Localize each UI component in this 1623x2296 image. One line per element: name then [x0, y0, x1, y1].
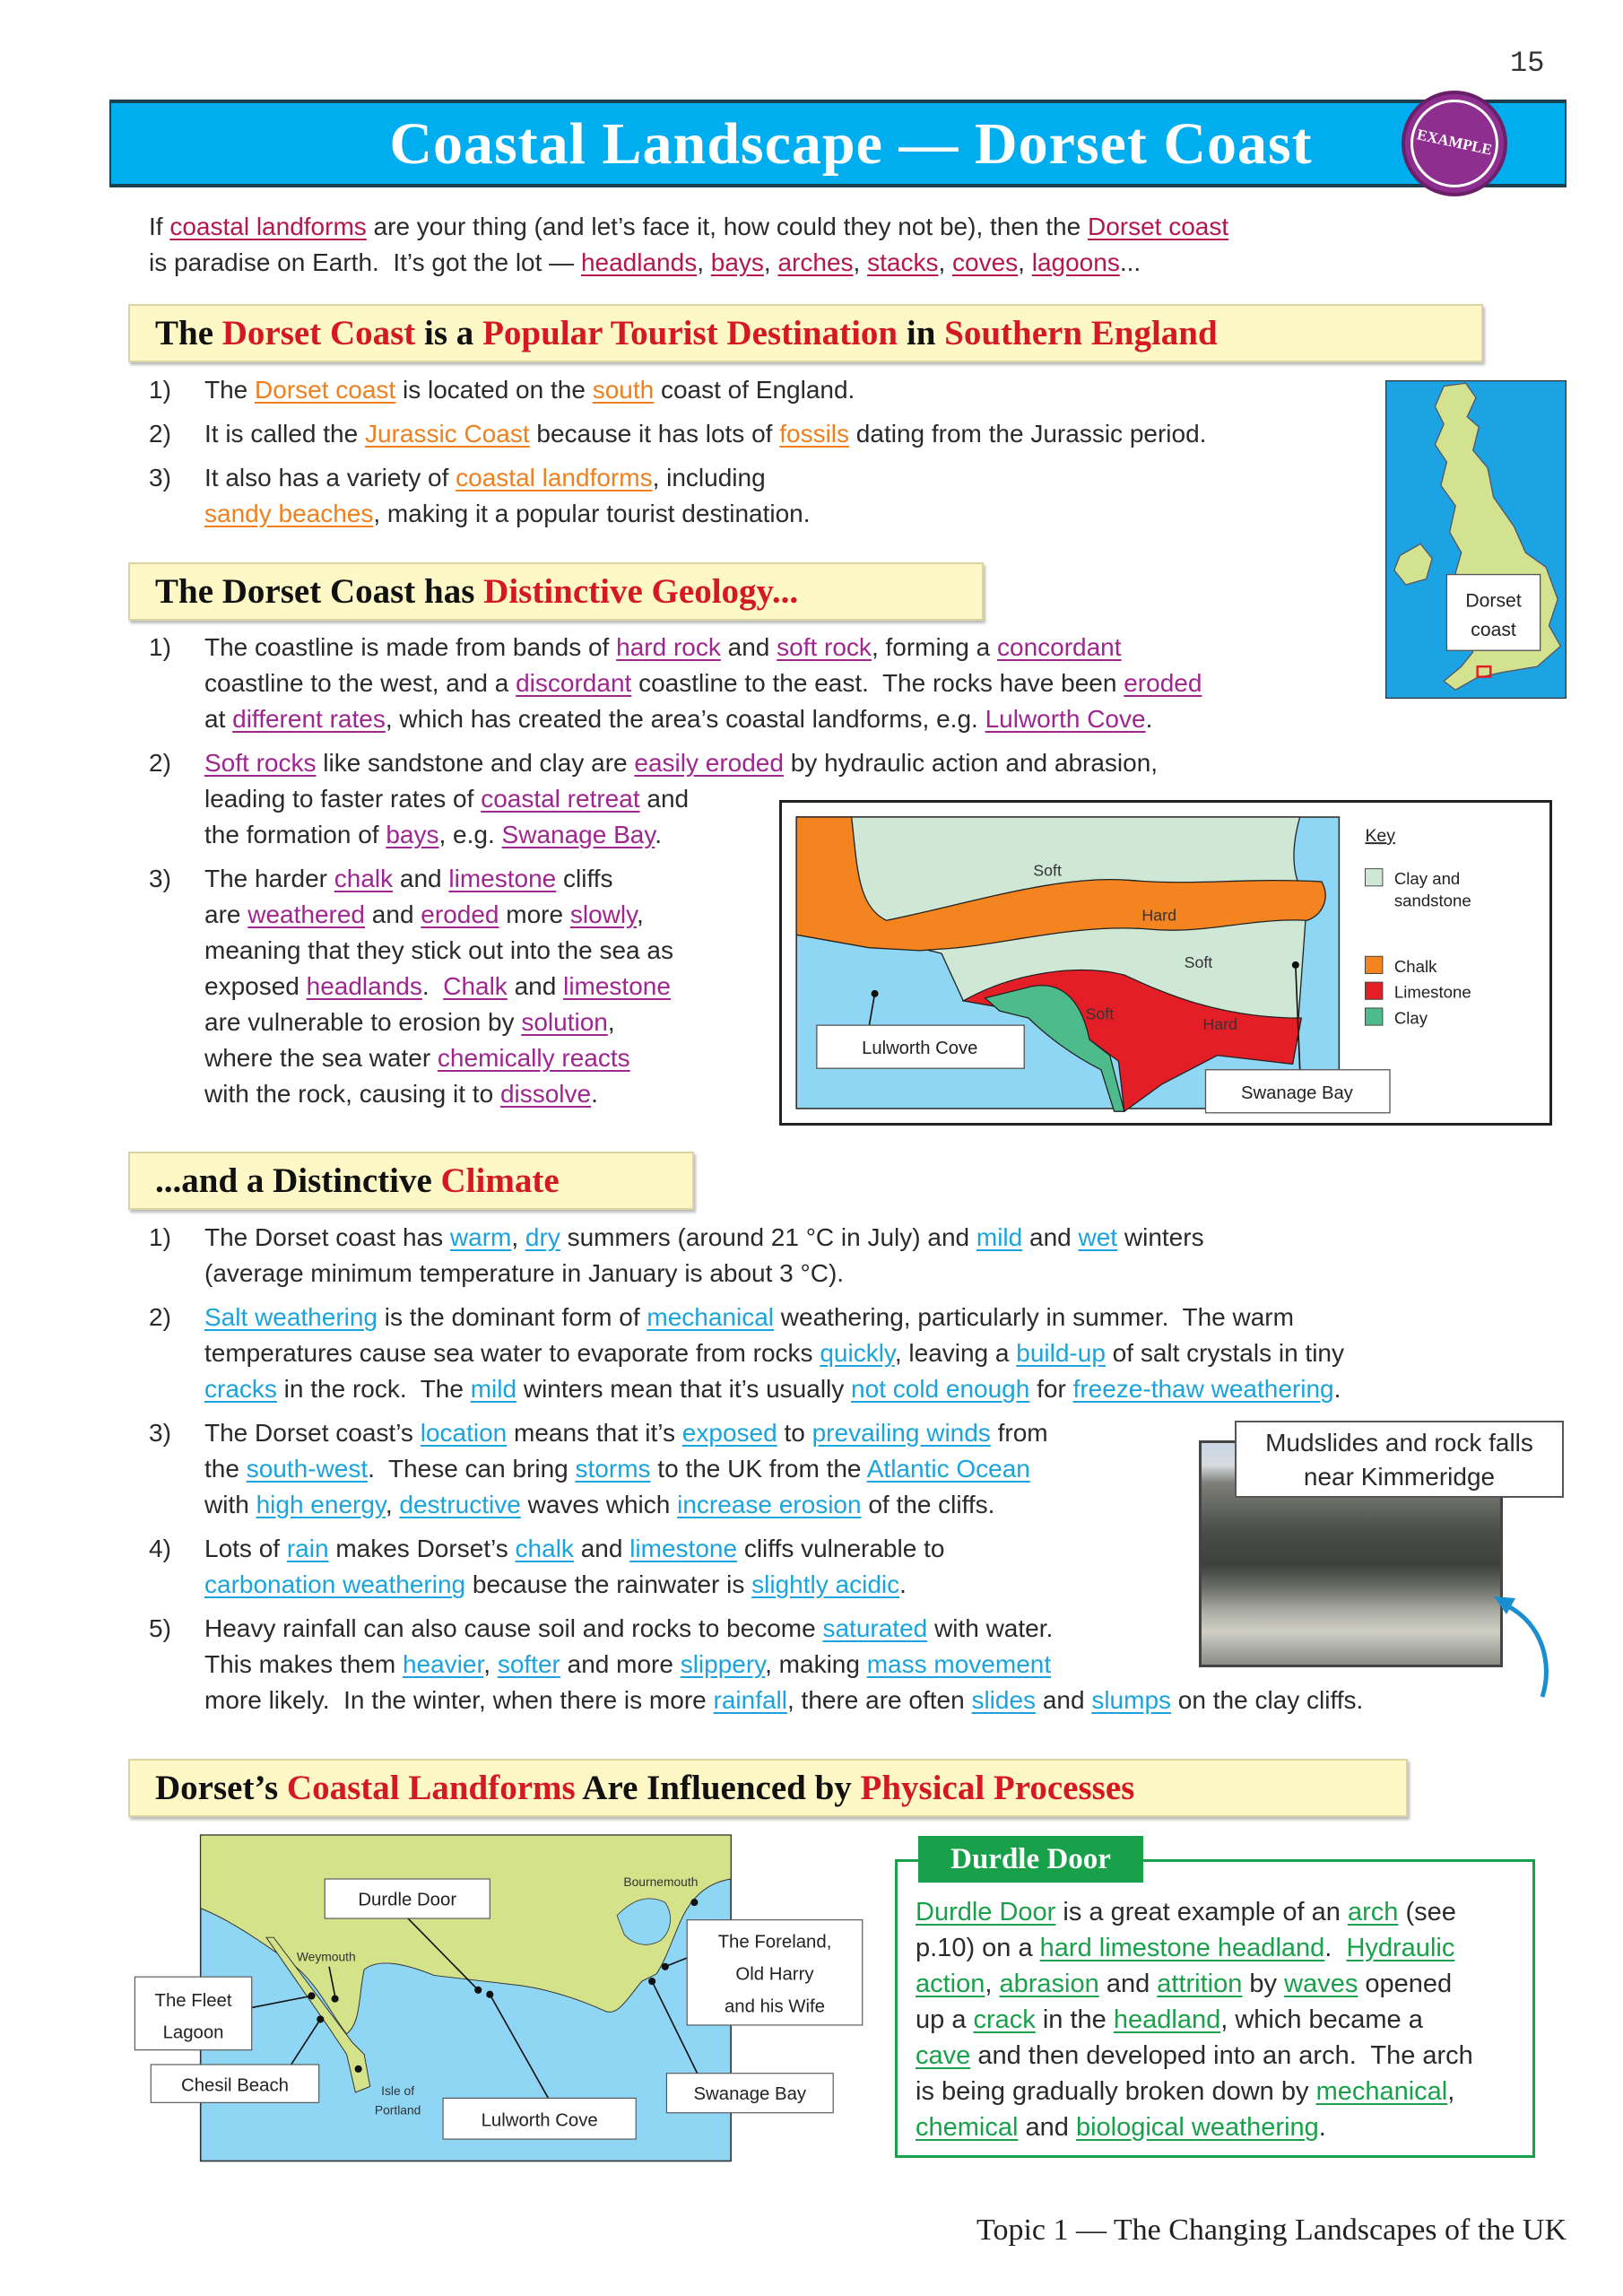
- text-run: in: [898, 314, 945, 352]
- key-term: Physical Processes: [860, 1769, 1135, 1807]
- badge-label: EXAMPLE: [1415, 126, 1494, 159]
- text-run: and: [1036, 1686, 1092, 1714]
- text-run: , making: [765, 1650, 867, 1678]
- list-text: [204, 861, 673, 1112]
- key-term: mild: [976, 1223, 1023, 1251]
- key-term: Coastal Landforms: [286, 1769, 576, 1807]
- key-term: hard limestone headland: [1039, 1934, 1325, 1962]
- key-term: Salt weathering: [204, 1303, 378, 1331]
- key-term: abrasion: [999, 1970, 1099, 1998]
- text-run: ,: [1447, 2077, 1455, 2106]
- section-heading-geology: [128, 562, 984, 621]
- list-text: [204, 1415, 1048, 1523]
- key-swatch: [1365, 956, 1382, 973]
- key-term: limestone: [563, 972, 671, 1000]
- key-term: rainfall: [713, 1686, 787, 1714]
- text-run: (see p.10) on a: [916, 1898, 1456, 1962]
- foreland-label-3: and his Wife: [724, 1996, 826, 2017]
- list-text: [204, 1220, 1204, 1292]
- foreland-dot: [662, 1963, 669, 1970]
- durdle-door-label: Durdle Door: [358, 1890, 457, 1910]
- key-term: crack: [973, 2005, 1036, 2034]
- geology-diagram: [779, 800, 1552, 1126]
- text-run: is a: [415, 314, 483, 352]
- list-item: [149, 416, 1206, 452]
- key-swatch: [1365, 982, 1382, 999]
- list-item: [149, 1531, 1363, 1603]
- text-run: ...: [1119, 248, 1141, 276]
- text-run: The coastline is made from bands of: [204, 633, 617, 661]
- key-term: Dorset coast: [1087, 213, 1229, 240]
- text-run: coastline to the west, and a: [204, 669, 509, 697]
- text-run: in the: [1035, 2005, 1114, 2034]
- key-legend: [1365, 869, 1471, 1028]
- list-item: [149, 1220, 1363, 1292]
- key-term: Dorset Coast: [221, 314, 416, 352]
- text-run: ,: [385, 1491, 400, 1518]
- key-term: softer: [497, 1650, 560, 1678]
- key-label: Limestone: [1393, 982, 1471, 1002]
- text-run: .: [1333, 1375, 1341, 1403]
- key-term: action: [916, 1970, 985, 1998]
- key-term: Distinctive Geology...: [483, 572, 799, 611]
- text-run: ,: [985, 1970, 1000, 1998]
- list-text: [204, 1611, 1363, 1718]
- swanage-label: Swanage Bay: [693, 2084, 807, 2105]
- photo-caption-text: Mudslides and rock falls near Kimmeridge: [1265, 1429, 1533, 1491]
- text-run: and the formation of: [204, 785, 690, 848]
- list-text: [204, 1531, 944, 1603]
- text-run: is located on the: [395, 376, 593, 404]
- text-run: .: [1324, 1934, 1347, 1962]
- list-item: [149, 372, 1206, 408]
- text-run: Heavy rainfall can also cause soil and rocks to become: [204, 1614, 823, 1642]
- arrow-shaft: [1506, 1605, 1546, 1697]
- key-term: Lulworth Cove: [985, 705, 1146, 733]
- text-run: winters (average minimum temperature in January is about 3 °C).: [204, 1223, 1204, 1287]
- intro-text: [149, 209, 1228, 281]
- list-number: 3): [149, 1419, 171, 1447]
- uk-location-map: [1385, 380, 1567, 699]
- text-run: are your thing (and let’s face it, how could they not be), then the: [366, 213, 1088, 240]
- photo-caption: [1235, 1421, 1564, 1498]
- list-number: 2): [149, 420, 171, 448]
- key-label: sandstone: [1393, 891, 1471, 910]
- list-number: 5): [149, 1614, 171, 1642]
- label-hard: Hard: [1202, 1015, 1237, 1033]
- text-run: by: [1242, 1970, 1285, 1998]
- label-hard: Hard: [1141, 906, 1176, 925]
- text-run: It is called the: [204, 420, 365, 448]
- text-run: is a great example of an: [1055, 1898, 1348, 1926]
- fleet-label-1: The Fleet: [154, 1990, 232, 2011]
- foreland-label-2: Old Harry: [735, 1964, 814, 1985]
- key-term: arch: [1347, 1898, 1399, 1926]
- key-term: stacks: [867, 248, 939, 276]
- text-run: .: [1145, 705, 1153, 733]
- key-term: Atlantic Ocean: [866, 1455, 1030, 1483]
- list-number: 1): [149, 633, 171, 661]
- list-text: [204, 372, 855, 408]
- text-run: like sandstone and clay are: [316, 749, 635, 777]
- list-number: 3): [149, 464, 171, 491]
- key-term: slumps: [1091, 1686, 1172, 1714]
- text-run: for: [1029, 1375, 1073, 1403]
- example-badge: [1402, 91, 1507, 196]
- list-number: 1): [149, 376, 171, 404]
- key-term: slides: [971, 1686, 1037, 1714]
- key-term: Climate: [440, 1161, 560, 1200]
- key-term: Soft rocks: [204, 749, 317, 777]
- key-term: easily eroded: [634, 749, 784, 777]
- key-term: carbonation weathering: [204, 1570, 466, 1598]
- label-soft: Soft: [1085, 1004, 1115, 1023]
- list-text: [204, 460, 811, 532]
- key-term: soft rock: [777, 633, 872, 661]
- list-number: 1): [149, 1223, 171, 1251]
- text-run: The Dorset coast’s: [204, 1419, 421, 1447]
- key-term: heavier: [402, 1650, 484, 1678]
- key-term: fossils: [779, 420, 850, 448]
- key-term: high energy: [256, 1491, 386, 1518]
- text-run: , there are often: [786, 1686, 972, 1714]
- text-run: to the UK from the: [650, 1455, 867, 1483]
- text-run: of the cliffs.: [861, 1491, 995, 1518]
- key-term: destructive: [399, 1491, 521, 1518]
- text-run: , which has created the area’s coastal landforms, e.g.: [385, 705, 985, 733]
- text-run: .: [591, 1080, 598, 1108]
- key-term: lagoons: [1031, 248, 1120, 276]
- key-term: waves: [1284, 1970, 1358, 1998]
- text-run: because it has lots of: [529, 420, 780, 448]
- text-run: and: [1098, 1970, 1158, 1998]
- text-run: , e.g.: [438, 821, 502, 848]
- text-run: Lots of: [204, 1535, 287, 1562]
- key-term: eroded: [421, 900, 499, 928]
- portland-label-1: Isle of: [381, 2083, 415, 2099]
- list-item: [149, 630, 1202, 737]
- key-label: Clay and: [1393, 869, 1461, 889]
- text-run: ,: [697, 248, 711, 276]
- text-run: to: [777, 1419, 812, 1447]
- text-run: ,: [763, 248, 778, 276]
- key-term: south-west: [246, 1455, 369, 1483]
- key-term: Southern England: [944, 314, 1218, 352]
- text-run: It also has a variety of: [204, 464, 456, 491]
- text-run: coastline to the east. The rocks have been: [631, 669, 1124, 697]
- weymouth-label: Weymouth: [296, 1949, 356, 1964]
- text-run: The Dorset coast has: [204, 1223, 450, 1251]
- list-number: 3): [149, 865, 171, 892]
- text-run: makes Dorset’s: [328, 1535, 516, 1562]
- foreland-label-1: The Foreland,: [717, 1932, 832, 1952]
- list-item: [149, 460, 1206, 532]
- key-term: rain: [286, 1535, 329, 1562]
- key-term: headland: [1113, 2005, 1221, 2034]
- key-term: coastal retreat: [481, 785, 640, 813]
- text-run: more: [499, 900, 570, 928]
- key-term: mass movement: [866, 1650, 1052, 1678]
- key-term: biological weathering: [1075, 2113, 1319, 2142]
- key-term: south: [592, 376, 655, 404]
- key-term: quickly: [820, 1339, 895, 1367]
- key-term: coastal landforms: [169, 213, 367, 240]
- key-term: slightly acidic: [751, 1570, 900, 1598]
- weymouth-dot: [332, 1996, 339, 2003]
- text-run: ,: [511, 1223, 525, 1251]
- key-term: Chalk: [443, 972, 508, 1000]
- text-run: and: [1022, 1223, 1079, 1251]
- text-run: means that it’s: [507, 1419, 682, 1447]
- text-run: coast of England.: [654, 376, 855, 404]
- list-item: [149, 1300, 1363, 1407]
- text-run: , leaving a: [894, 1339, 1017, 1367]
- key-title: Key: [1365, 827, 1395, 847]
- key-term: dry: [525, 1223, 560, 1251]
- text-run: cliffs are: [204, 865, 613, 928]
- text-run: of salt crystals in tiny: [1112, 1339, 1344, 1367]
- text-run: is the dominant form of: [378, 1303, 647, 1331]
- text-run: , meaning that they stick out into the sea as exposed: [204, 900, 673, 1000]
- text-run: and: [507, 972, 564, 1000]
- list-item: [149, 1415, 1363, 1523]
- key-term: saturated: [822, 1614, 928, 1642]
- key-term: coastal landforms: [456, 464, 653, 491]
- key-term: concordant: [997, 633, 1122, 661]
- text-run: on the clay cliffs.: [1171, 1686, 1364, 1714]
- key-term: different rates: [232, 705, 386, 733]
- dorset-label-line2: coast: [1471, 619, 1516, 640]
- text-run: more likely. In the winter, when there is more: [204, 1686, 707, 1714]
- bournemouth-dot: [690, 1899, 698, 1906]
- key-term: slippery: [680, 1650, 766, 1678]
- key-term: Jurassic Coast: [364, 420, 530, 448]
- text-run: is paradise on Earth. It’s got the lot —: [149, 248, 575, 276]
- list-item: [149, 1611, 1363, 1718]
- climate-list: [149, 1220, 1363, 1726]
- text-run: , which became a: [1220, 2005, 1423, 2034]
- key-term: chemical: [916, 2113, 1019, 2142]
- key-term: headlands: [580, 248, 698, 276]
- label-soft: Soft: [1184, 953, 1213, 972]
- key-term: weathered: [247, 900, 366, 928]
- bournemouth-label: Bournemouth: [623, 1874, 699, 1890]
- page-number: 15: [1510, 47, 1545, 80]
- durdle-door-text: [916, 1894, 1532, 2145]
- key-term: chemically reacts: [437, 1044, 630, 1072]
- list-text: [204, 1300, 1344, 1407]
- lulworth-label: Lulworth Cove: [481, 2110, 598, 2131]
- text-run: The: [155, 314, 222, 352]
- text-run: .: [1318, 2113, 1326, 2142]
- key-term: build-up: [1016, 1339, 1106, 1367]
- key-term: headlands: [306, 972, 422, 1000]
- key-term: Swanage Bay: [501, 821, 655, 848]
- key-term: solution: [521, 1008, 608, 1036]
- key-term: exposed: [681, 1419, 777, 1447]
- key-term: dissolve: [499, 1080, 592, 1108]
- key-swatch: [1365, 869, 1382, 886]
- key-term: chalk: [515, 1535, 574, 1562]
- key-term: arches: [777, 248, 854, 276]
- key-term: prevailing winds: [812, 1419, 991, 1447]
- text-run: . These can bring: [368, 1455, 576, 1483]
- text-run: summers (around 21 °C in July) and: [560, 1223, 976, 1251]
- fleet-label-2: Lagoon: [162, 2022, 224, 2043]
- key-term: mechanical: [647, 1303, 775, 1331]
- key-term: cave: [916, 2041, 971, 2070]
- text-run: dating from the Jurassic period.: [849, 420, 1207, 448]
- geology-map: [782, 803, 1549, 1123]
- key-term: sandy beaches: [204, 500, 374, 527]
- key-term: Hydraulic: [1346, 1934, 1455, 1962]
- lulworth-dot: [872, 990, 879, 997]
- text-run: and: [720, 633, 777, 661]
- text-run: ,: [483, 1650, 498, 1678]
- text-run: are vulnerable to erosion by: [204, 1008, 515, 1036]
- text-run: Dorset’s: [155, 1769, 287, 1807]
- text-run: by hydraulic action and abrasion, leading to faster rates of: [204, 749, 1159, 813]
- section-heading-landforms: [128, 1759, 1408, 1817]
- list-text: [204, 630, 1202, 737]
- arrow-icon: [1480, 1578, 1560, 1704]
- key-label: Chalk: [1393, 956, 1437, 976]
- durdle-door-tab: Durdle Door: [918, 1836, 1143, 1883]
- title-bar: [109, 100, 1567, 187]
- text-run: with the rock, causing it to: [204, 1080, 494, 1108]
- text-run: winters mean that it’s usually: [516, 1375, 852, 1403]
- key-term: chalk: [334, 865, 394, 892]
- text-run: with water. This makes them: [204, 1614, 1054, 1678]
- text-run: Are Influenced by: [575, 1769, 861, 1807]
- page-title: Coastal Landscape — Dorset Coast: [389, 111, 1313, 177]
- key-term: not cold enough: [851, 1375, 1030, 1403]
- key-term: wet: [1078, 1223, 1118, 1251]
- text-run: weathering, particularly in summer. The warm temperatures cause sea water to evaporate from rocks: [204, 1303, 1294, 1367]
- dorset-landforms-map: [132, 1828, 870, 2167]
- key-term: bays: [710, 248, 764, 276]
- key-term: increase erosion: [677, 1491, 862, 1518]
- chesil-label: Chesil Beach: [180, 2075, 289, 2096]
- key-term: limestone: [629, 1535, 738, 1562]
- text-run: ,: [938, 248, 953, 276]
- text-run: , where the sea water: [204, 1008, 615, 1072]
- list-number: 2): [149, 1303, 171, 1331]
- text-run: ...and a Distinctive: [155, 1161, 441, 1200]
- key-term: discordant: [516, 669, 632, 697]
- text-run: The harder: [204, 865, 334, 892]
- text-run: .: [899, 1570, 907, 1598]
- text-run: and: [393, 865, 449, 892]
- portland-label-2: Portland: [374, 2102, 421, 2118]
- text-run: from the: [204, 1419, 1048, 1483]
- text-run: , including: [652, 464, 766, 491]
- key-term: attrition: [1157, 1970, 1243, 1998]
- key-term: Popular Tourist Destination: [482, 314, 898, 352]
- key-term: slowly: [569, 900, 637, 928]
- key-term: Durdle Door: [916, 1898, 1056, 1926]
- key-term: limestone: [448, 865, 557, 892]
- tourism-list: [149, 372, 1206, 540]
- key-term: warm: [449, 1223, 512, 1251]
- text-run: and: [365, 900, 421, 928]
- swanage-dot: [1292, 961, 1299, 969]
- key-term: storms: [575, 1455, 651, 1483]
- key-term: location: [420, 1419, 508, 1447]
- text-run: cliffs vulnerable to: [743, 1535, 945, 1562]
- text-run: in the rock. The: [276, 1375, 471, 1403]
- text-run: waves which: [520, 1491, 678, 1518]
- lulworth-label: Lulworth Cove: [862, 1039, 978, 1059]
- text-run: .: [421, 972, 444, 1000]
- key-term: cracks: [204, 1375, 277, 1403]
- swanage-label: Swanage Bay: [1241, 1083, 1353, 1103]
- text-run: and then developed into an arch. The arch is being gradually broken down by: [916, 2041, 1473, 2106]
- text-run: and more: [560, 1650, 681, 1678]
- footer-topic: Topic 1 — The Changing Landscapes of the UK: [976, 2213, 1567, 2247]
- text-run: with: [204, 1491, 249, 1518]
- text-run: and: [1018, 2113, 1076, 2142]
- dorset-label-line1: Dorset: [1465, 590, 1522, 612]
- list-number: 2): [149, 749, 171, 777]
- text-run: The: [204, 376, 256, 404]
- text-run: because the rainwater is: [465, 1570, 752, 1598]
- durdle-door-box: [895, 1859, 1535, 2158]
- list-number: 4): [149, 1535, 171, 1562]
- portland-dot: [355, 2066, 362, 2073]
- text-run: ,: [853, 248, 868, 276]
- key-term: hard rock: [616, 633, 721, 661]
- key-term: freeze-thaw weathering: [1072, 1375, 1334, 1403]
- text-run: ,: [1018, 248, 1032, 276]
- text-run: .: [655, 821, 663, 848]
- key-term: mechanical: [1315, 2077, 1448, 2106]
- text-run: opened up a: [916, 1970, 1453, 2034]
- text-run: The Dorset Coast has: [155, 572, 484, 611]
- text-run: at: [204, 705, 226, 733]
- key-term: Dorset coast: [255, 376, 396, 404]
- key-term: bays: [386, 821, 439, 848]
- key-label: Clay: [1393, 1008, 1428, 1028]
- list-text: [204, 416, 1206, 452]
- key-term: coves: [952, 248, 1019, 276]
- label-soft: Soft: [1033, 861, 1062, 880]
- section-heading-climate: [128, 1152, 694, 1210]
- text-run: If: [149, 213, 170, 240]
- key-term: mild: [470, 1375, 517, 1403]
- key-term: eroded: [1124, 669, 1202, 697]
- arrow-head: [1494, 1596, 1515, 1614]
- section-heading-tourism: [128, 304, 1483, 362]
- text-run: , forming a: [871, 633, 997, 661]
- text-run: and: [573, 1535, 630, 1562]
- text-run: , making it a popular tourist destination.: [373, 500, 811, 527]
- key-swatch: [1365, 1008, 1382, 1025]
